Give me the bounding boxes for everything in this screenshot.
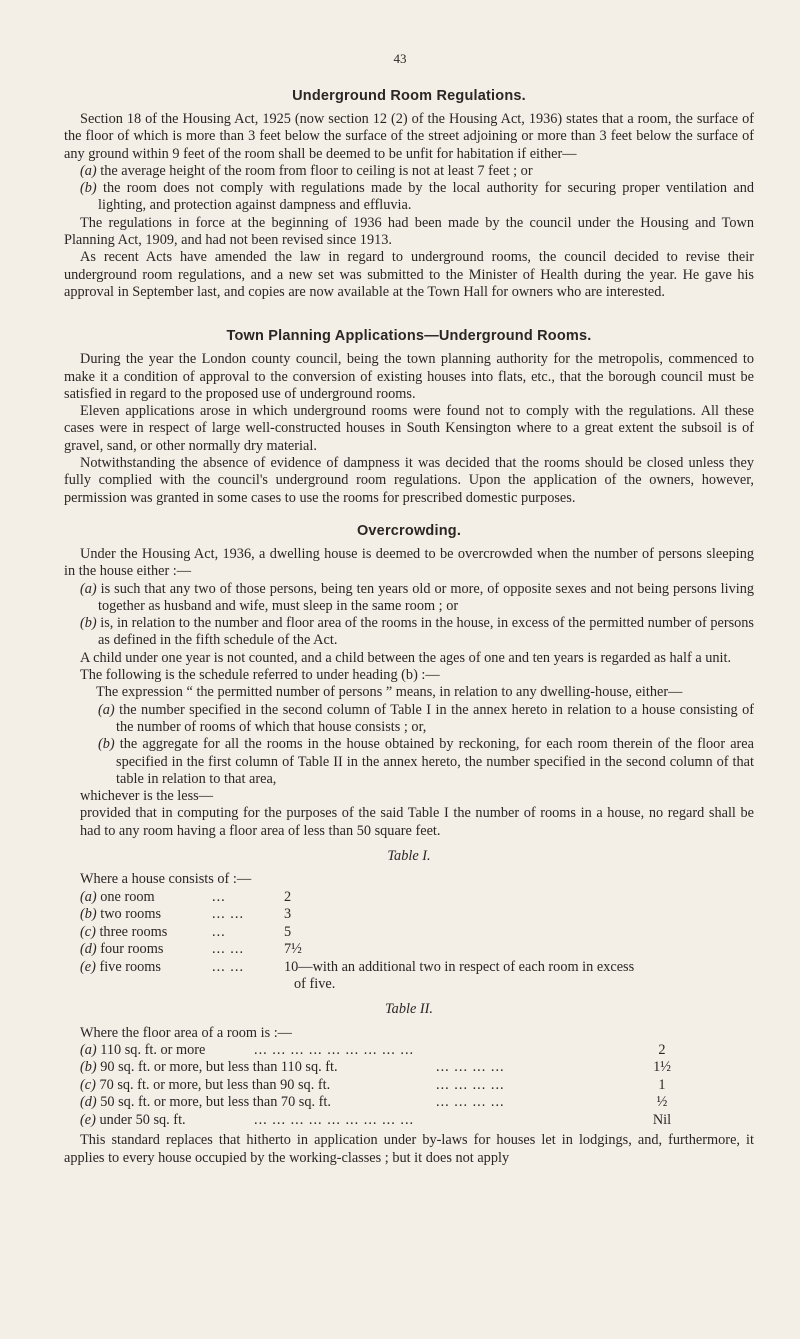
row-label: (e) five rooms [80,958,161,975]
table-1-excess-continuation: of five. [294,976,336,993]
section-heading-overcrowding: Overcrowding. [356,522,462,539]
item-letter: (a) [98,701,115,718]
leader-dots: ... ... ... ... [436,1094,505,1111]
overcrowding-item-a [64,581,754,616]
row-value: ½ [656,1094,668,1111]
table-2-row [64,1094,754,1112]
item-text: the aggregate for all the rooms in the house obtained by reckoning, for each room therein of the floor area specified in the first column of Table II in the annex hereto, the number specified in the second column of that table in relation to that area, [116,736,755,787]
table-1-title: Table I. [387,847,431,864]
row-value: 2 [658,1041,666,1058]
row-label: (d) four rooms [80,941,164,958]
item-letter: (b) [80,615,97,632]
row-label: (b) 90 sq. ft. or more, but less than 110 sq. ft. [80,1059,338,1076]
row-label: (e) under 50 sq. ft. [80,1111,186,1128]
leader-dots: ... ... ... ... ... ... ... ... ... [254,1041,415,1058]
item-letter: (a) [80,162,97,179]
leader-dots: ... [212,923,226,940]
item-text: the number specified in the second column of Table I in the annex hereto in relation to a house consisting of the number of rooms of which that house consists ; or, [116,701,754,735]
table-1-row [64,959,754,977]
overcrowding-intro: Under the Housing Act, 1936, a dwelling house is deemed to be overcrowded when the number of persons sleeping in the house either :— [64,545,754,580]
whichever-clause: whichever is the less— [80,788,214,805]
table-2-title: Table II. [385,1001,433,1018]
underground-item-b [64,180,754,215]
item-letter: (a) [80,580,97,597]
row-value: 3 [284,906,292,923]
page-content [64,87,754,1167]
leader-dots: ... ... [212,958,245,975]
row-value: 1½ [653,1059,671,1076]
item-letter: (b) [98,736,115,753]
underground-para-2: The regulations in force at the beginning of 1936 had been made by the council under the Housing and Town Planning Act, 1909, and had not been revised since 1913. [64,214,754,249]
table-2 [64,1042,754,1130]
row-value: 5 [284,923,292,940]
page-number: 43 [393,51,407,66]
leader-dots: ... ... [212,906,245,923]
item-text: is, in relation to the number and floor area of the rooms in the house, in excess of the permitted number of persons as defined in the fifth schedule of the Act. [98,615,754,649]
row-label: (d) 50 sq. ft. or more, but less than 70 sq. ft. [80,1094,331,1111]
row-label: (a) one room [80,888,155,905]
table-2-row [64,1112,754,1130]
item-text: is such that any two of those persons, being ten years old or more, of opposite sexes and not being persons living together as husband and wife, must sleep in the same room ; or [98,580,754,614]
table-2-row [64,1059,754,1077]
section-heading-underground: Underground Room Regulations. [292,88,526,104]
table-2-lead: Where the floor area of a room is :— [80,1024,292,1041]
schedule-item-a [64,702,754,737]
closing-paragraph: This standard replaces that hitherto in application under by-laws for houses let in lodgings, and, furthermore, it applies to every house occupied by the working-classes ; but it does not apply [64,1132,754,1166]
child-note: A child under one year is not counted, and a child between the ages of one and ten years is regarded as half a unit. [80,649,732,666]
town-planning-para-1: During the year the London county council, being the town planning authority for the metropolis, commenced to make it a condition of approval to the conversion of existing houses into flats, etc., that the borough council must be satisfied in regard to the proposed use of underground rooms. [64,351,754,402]
table-1-row [64,906,754,924]
item-text: the room does not comply with regulations made by the local authority for securing proper ventilation and lighting, and protection against dampness and effluvia. [98,180,754,214]
row-label: (b) two rooms [80,906,162,923]
leader-dots: ... [212,888,226,905]
underground-intro: Section 18 of the Housing Act, 1925 (now section 12 (2) of the Housing Act, 1936) states that a room, the surface of the floor of which is more than 3 feet below the surface of the street adjoining or more than 3 feet below the surface of any ground within 9 feet of the room shall be deemed to be unfit for habitation if either— [64,111,754,162]
underground-item-a [64,163,754,180]
row-value: 2 [284,888,292,905]
item-text: the average height of the room from floor to ceiling is not at least 7 feet ; or [100,162,533,179]
provided-clause: provided that in computing for the purposes of the said Table I the number of rooms in a house, no regard shall be had to any room having a floor area of less than 50 square feet. [80,805,754,839]
table-2-row [64,1077,754,1095]
table-1-row [64,889,754,907]
row-label: (c) three rooms [80,923,168,940]
table-2-row [64,1042,754,1060]
table-1-row [64,924,754,942]
table-1-row [64,941,754,959]
leader-dots: ... ... ... ... ... ... ... ... ... [254,1111,415,1128]
row-value: 10—with an additional two in respect of each room in excess [284,958,635,975]
section-heading-town-planning: Town Planning Applications—Underground Rooms. [226,328,592,345]
underground-para-3: As recent Acts have amended the law in regard to underground rooms, the council decided to revise their underground room regulations, and a new set was submitted to the Minister of Health during the year. He gave his approval in September last, and copies are now available at the Town Hall for owners who are interested. [64,249,754,300]
town-planning-para-3: Notwithstanding the absence of evidence of dampness it was decided that the rooms should be closed unless they fully complied with the council's underground room regulations. Upon the application of the owners, however, permission was granted in some cases to use the rooms for prescribed domestic purposes. [64,455,754,506]
schedule-reference: The following is the schedule referred to under heading (b) :— [80,667,440,684]
item-letter: (b) [80,180,97,197]
row-label: (a) 110 sq. ft. or more [80,1041,206,1058]
row-value: 7½ [284,941,302,958]
overcrowding-item-b [64,615,754,650]
row-label: (c) 70 sq. ft. or more, but less than 90 sq. ft. [80,1076,331,1093]
row-value: 1 [658,1076,666,1093]
leader-dots: ... ... ... ... [436,1076,505,1093]
row-value: Nil [652,1111,672,1128]
town-planning-para-2: Eleven applications arose in which underground rooms were found not to comply with the regulations. All these cases were in respect of large well-constructed houses in South Kensington where to a great extent the subsoil is of gravel, sand, or other normally dry material. [64,403,754,454]
table-1 [64,889,754,994]
leader-dots: ... ... ... ... [436,1059,505,1076]
permitted-number-expression: The expression “ the permitted number of persons ” means, in relation to any dwelling-house, either— [96,684,683,701]
schedule-item-b [64,736,754,788]
leader-dots: ... ... [212,941,245,958]
table-1-lead: Where a house consists of :— [80,871,252,888]
